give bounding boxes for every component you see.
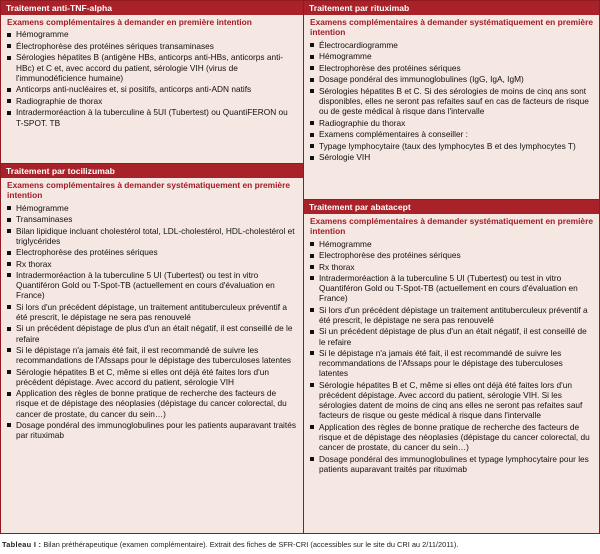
exam-item: Radiographie de thorax	[7, 96, 297, 106]
panel-tocilizumab	[1, 163, 303, 533]
exam-item: Électrocardiogramme	[310, 40, 593, 50]
exam-item: Sérologie VIH	[310, 152, 593, 162]
exam-item: Radiographie du thorax	[310, 118, 593, 128]
exam-item: Intradermoréaction à la tuberculine 5 UI (Tubertest) ou test in vitro Quantiféron Gold ou T-Spot-TB (actuellement en cours d'évaluation en France)	[310, 273, 593, 304]
exam-item: Sérologie hépatites B et C, même si elles ont déjà été faites lors d'un précédent dépistage. Avec accord du patient, sérologie VIH	[7, 367, 297, 387]
panel-title: Traitement par rituximab	[304, 1, 599, 15]
panel-abatacept	[304, 199, 599, 533]
table-caption	[2, 540, 598, 549]
panel-title: Traitement anti-TNF-alpha	[1, 1, 303, 15]
panel-subtitle: Examens complémentaires à demander systématiquement en première intention	[7, 180, 291, 201]
exam-list	[1, 29, 303, 129]
caption-label: Tableau I :	[2, 540, 42, 549]
exam-item: Examens complémentaires à conseiller :	[310, 129, 593, 139]
exam-list	[304, 239, 599, 475]
exam-item: Dosage pondéral des immunoglobulines pour les patients auparavant traités par rituximab	[7, 420, 297, 440]
exam-item: Électrophorèse des protéines sériques transaminases	[7, 41, 297, 51]
exam-list	[304, 40, 599, 164]
panel-subtitle: Examens complémentaires à demander systématiquement en première intention	[310, 17, 594, 38]
panel-anti-tnf	[1, 1, 303, 163]
exam-item: Sérologie hépatites B et C, même si elles ont déjà été faites lors d'un précédent dépistage. Avec accord du patient, sérologie VIH. Si les sérologies datent de moins de cinq ans elles ne seront pas refaites sauf facteurs de risque ou geste médical à risque dans l'intervalle	[310, 380, 593, 421]
exam-item: Sérologies hépatites B et C. Si des sérologies de moins de cinq ans sont disponibles, elles ne seront pas refaites sauf en cas de facteurs de risque ou de geste médical à risque dans l'intervalle	[310, 86, 593, 117]
exam-item: Rx thorax	[7, 259, 297, 269]
exam-item: Transaminases	[7, 214, 297, 224]
exam-item: Hémogramme	[7, 203, 297, 213]
exam-item: Hémogramme	[310, 51, 593, 61]
exam-item: Electrophorèse des protéines sériques	[7, 247, 297, 257]
exam-item: Si lors d'un précédent dépistage un traitement antituberculeux préventif a été prescrit, le dépistage ne sera pas renouvelé	[310, 305, 593, 325]
exam-item: Intradermoréaction à la tuberculine 5 UI (Tubertest) ou test in vitro Quantiféron Gold ou T-Spot-TB (actuellement en cours d'évaluation en France)	[7, 270, 297, 301]
exam-item: Electrophorèse des protéines sériques	[310, 63, 593, 73]
exam-item: Si un précédent dépistage de plus d'un an était négatif, il est conseillé de le refaire	[310, 326, 593, 346]
panel-subtitle: Examens complémentaires à demander systématiquement en première intention	[310, 216, 594, 237]
exam-item: Electrophorèse des protéines sériques	[310, 250, 593, 260]
exam-list	[1, 203, 303, 442]
panel-title: Traitement par tocilizumab	[1, 164, 303, 178]
left-column	[1, 1, 304, 533]
exam-item: Dosage pondéral des immunoglobulines (IgG, IgA, IgM)	[310, 74, 593, 84]
exam-item: Intradermoréaction à la tuberculine à 5UI (Tubertest) ou QuantiFERON ou T-SPOT. TB	[7, 107, 297, 127]
exam-item: Si lors d'un précédent dépistage, un traitement antituberculeux préventif a été prescrit, le dépistage ne sera pas renouvelé	[7, 302, 297, 322]
caption-text: Bilan préthérapeutique (examen complémentaire). Extrait des fiches de SFR-CRI (accessibles sur le site du CRI au 2/11/2011).	[41, 540, 459, 549]
exam-item: Typage lymphocytaire (taux des lymphocytes B et des lymphocytes T)	[310, 141, 593, 151]
exam-item: Rx thorax	[310, 262, 593, 272]
exam-item: Si le dépistage n'a jamais été fait, il est recommandé de suivre les recommandations de l'Afssaps pour le dépistage des tuberculoses latentes	[310, 348, 593, 379]
exam-item: Hémogramme	[7, 29, 297, 39]
exam-item: Si le dépistage n'a jamais été fait, il est recommandé de suivre les recommandations de l'Afssaps pour le dépistage des tuberculoses latentes	[7, 345, 297, 365]
panel-rituximab	[304, 1, 599, 199]
exam-item: Bilan lipidique incluant cholestérol total, LDL-cholestérol, HDL-cholestérol et triglycérides	[7, 226, 297, 246]
right-column	[304, 1, 599, 533]
exam-item: Application des règles de bonne pratique de recherche des facteurs de risque et de dépistage des néoplasies (dépistage du cancer colorectal, du cancer de prostate, du cancer du sein…)	[7, 388, 297, 419]
exam-item: Hémogramme	[310, 239, 593, 249]
exam-item: Application des règles de bonne pratique de recherche des facteurs de risque et de dépistage des néoplasies (dépistage du cancer colorectal, du cancer de prostate, du cancer du sein…)	[310, 422, 593, 453]
panel-subtitle: Examens complémentaires à demander en première intention	[7, 17, 252, 27]
exam-item: Anticorps anti-nucléaires et, si positifs, anticorps anti-ADN natifs	[7, 84, 297, 94]
panel-title: Traitement par abatacept	[304, 200, 599, 214]
exam-item: Dosage pondéral des immunoglobulines et typage lymphocytaire pour les patients auparavant traités par rituximab	[310, 454, 593, 474]
exam-item: Si un précédent dépistage de plus d'un an était négatif, il est conseillé de le refaire	[7, 323, 297, 343]
exam-item: Sérologies hépatites B (antigène HBs, anticorps anti-HBs, anticorps anti-HBc) et C et, avec accord du patient, sérologie VIH (virus de l'immunodéficience humaine)	[7, 52, 297, 83]
